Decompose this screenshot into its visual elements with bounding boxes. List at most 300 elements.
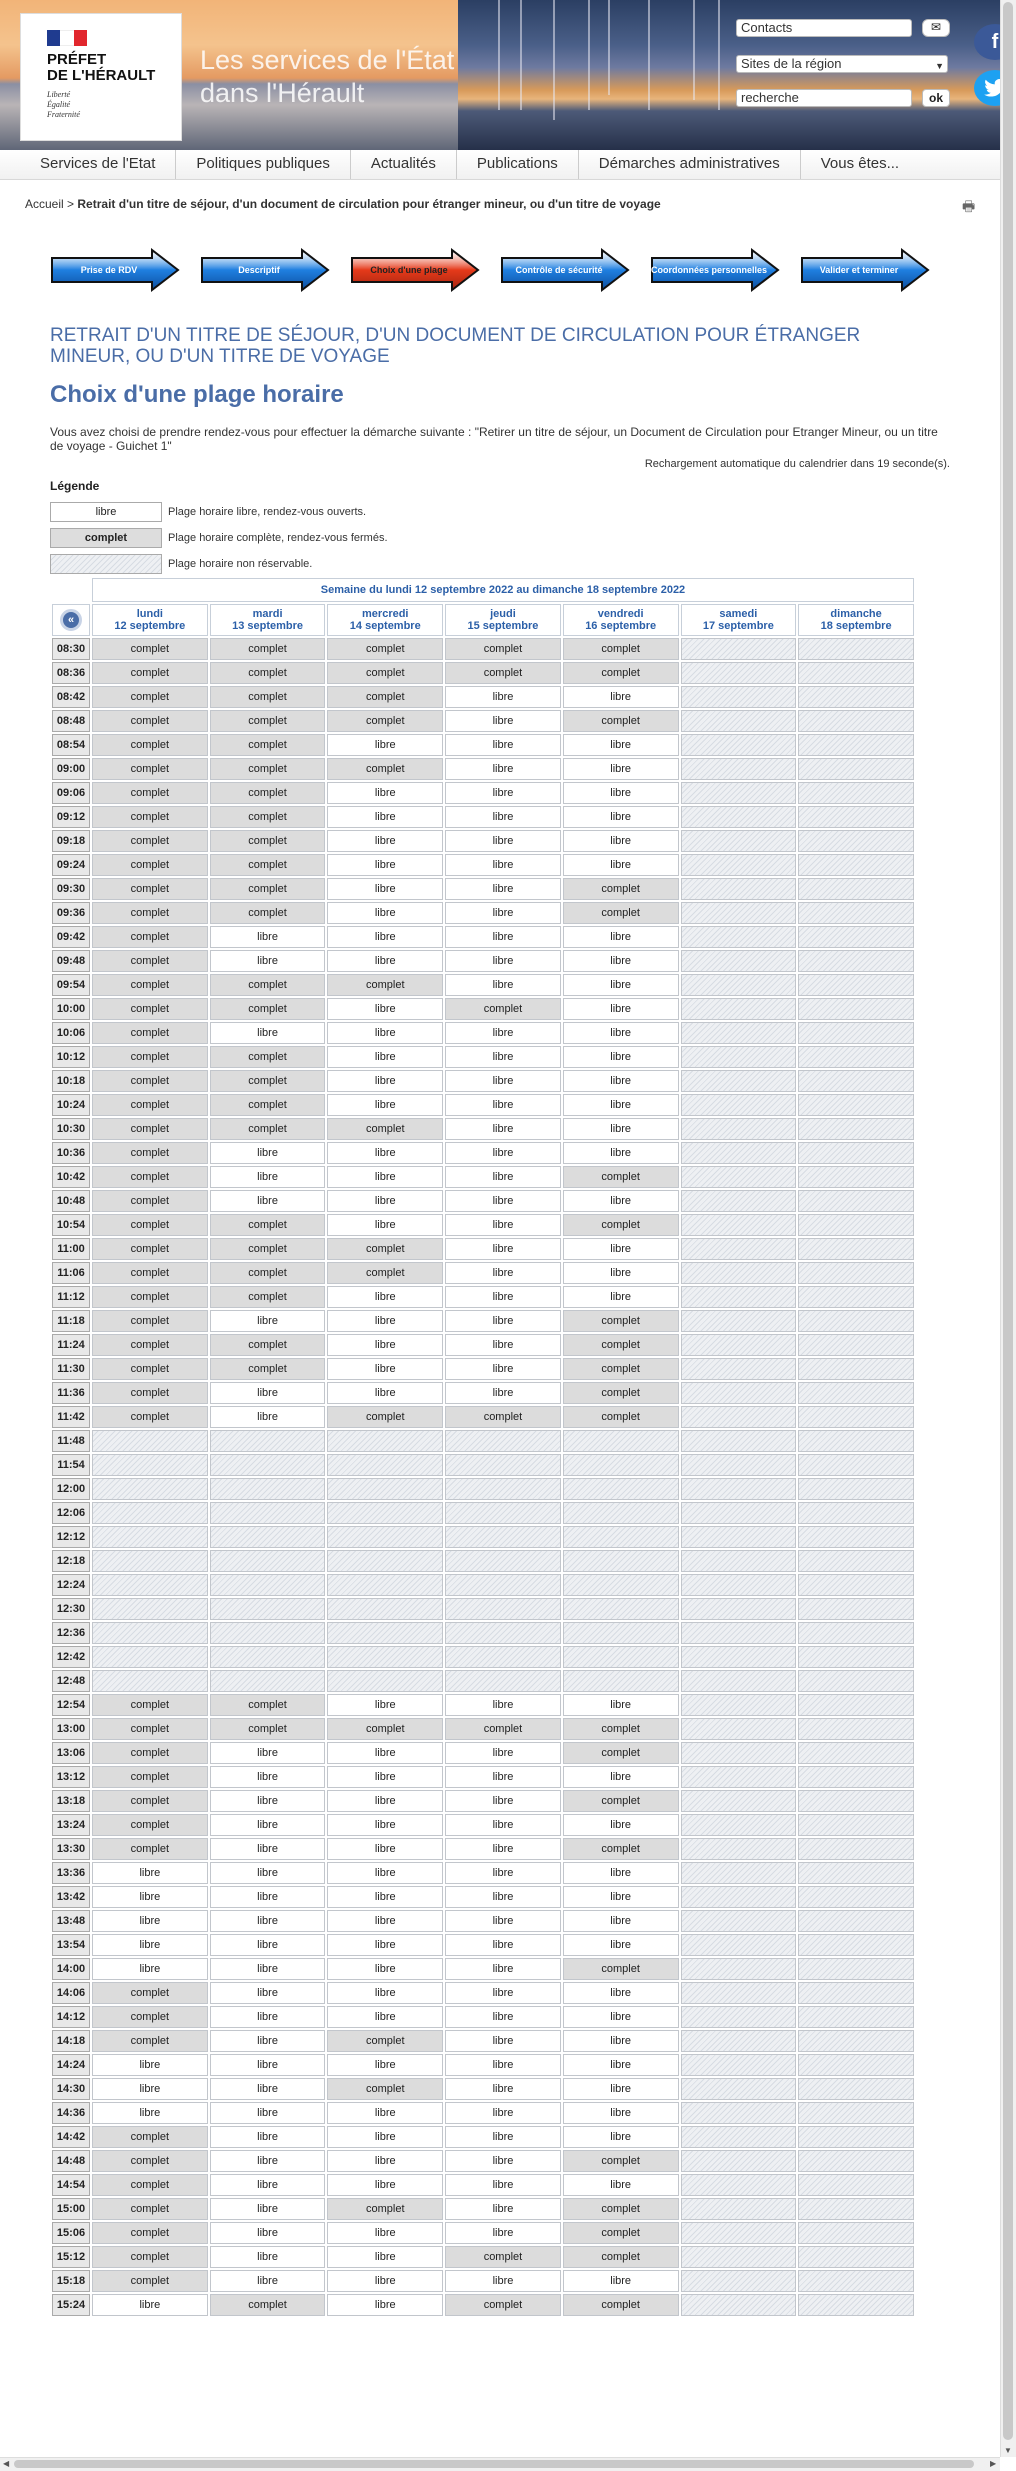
time-label: 11:30 (52, 1358, 90, 1380)
slot-full: complet (92, 806, 208, 828)
slot-unavailable (445, 1598, 561, 1620)
slot-unavailable (798, 1094, 914, 1116)
slot-free[interactable]: libre (92, 1886, 208, 1908)
french-flag-icon (47, 30, 87, 46)
time-row (52, 878, 914, 900)
slot-free[interactable]: libre (445, 1070, 561, 1092)
slot-free[interactable]: libre (327, 1286, 443, 1308)
slot-free[interactable]: libre (445, 926, 561, 948)
slot-full: complet (327, 1718, 443, 1740)
previous-week-icon[interactable]: « (60, 609, 82, 631)
time-row (52, 1238, 914, 1260)
slot-free[interactable]: libre (445, 950, 561, 972)
time-row (52, 1694, 914, 1716)
slot-free[interactable]: libre (563, 734, 679, 756)
slot-free[interactable]: libre (563, 1070, 679, 1092)
slot-full: complet (92, 1166, 208, 1188)
slot-free[interactable]: libre (563, 2126, 679, 2148)
slot-free[interactable]: libre (327, 1958, 443, 1980)
time-row (52, 1814, 914, 1836)
slot-unavailable (681, 1286, 797, 1308)
slot-free[interactable]: libre (445, 2174, 561, 2196)
day-name: mercredi (362, 608, 409, 620)
slot-free[interactable]: libre (445, 1862, 561, 1884)
slot-free[interactable]: libre (445, 1334, 561, 1356)
horizontal-scrollbar-thumb[interactable] (14, 2460, 974, 2468)
time-label: 10:24 (52, 1094, 90, 1116)
search-input[interactable]: recherche (736, 89, 912, 107)
slot-unavailable (681, 638, 797, 660)
slot-unavailable (798, 974, 914, 996)
slot-free[interactable]: libre (445, 734, 561, 756)
slot-free[interactable]: libre (210, 1838, 326, 1860)
slot-free[interactable]: libre (327, 2102, 443, 2124)
prefecture-logo[interactable] (20, 13, 182, 141)
slot-free[interactable]: libre (563, 2078, 679, 2100)
slot-unavailable (327, 1574, 443, 1596)
slot-free[interactable]: libre (210, 1406, 326, 1428)
slot-free[interactable]: libre (327, 1094, 443, 1116)
slot-free[interactable]: libre (327, 926, 443, 948)
slot-free[interactable]: libre (210, 2054, 326, 2076)
slot-free[interactable]: libre (210, 1958, 326, 1980)
slot-free[interactable]: libre (210, 1190, 326, 1212)
slot-free[interactable]: libre (327, 2174, 443, 2196)
time-row (52, 1142, 914, 1164)
slot-free[interactable]: libre (563, 1862, 679, 1884)
slot-full: complet (563, 1310, 679, 1332)
slot-free[interactable]: libre (210, 1022, 326, 1044)
slot-free[interactable]: libre (445, 1118, 561, 1140)
slot-free[interactable]: libre (563, 1238, 679, 1260)
slot-free[interactable]: libre (445, 1766, 561, 1788)
slot-free[interactable]: libre (563, 2102, 679, 2124)
slot-free[interactable]: libre (327, 830, 443, 852)
slot-free[interactable]: libre (445, 878, 561, 900)
slot-free[interactable]: libre (563, 1814, 679, 1836)
step-5[interactable] (650, 248, 780, 292)
slot-free[interactable]: libre (445, 2102, 561, 2124)
slot-full: complet (445, 638, 561, 660)
slot-free[interactable]: libre (327, 782, 443, 804)
slot-free[interactable]: libre (327, 2270, 443, 2292)
time-row (52, 1046, 914, 1068)
slot-unavailable (563, 1646, 679, 1668)
slot-free[interactable]: libre (327, 1046, 443, 1068)
time-row (52, 1334, 914, 1356)
slot-free[interactable]: libre (563, 2054, 679, 2076)
slot-free[interactable]: libre (563, 2030, 679, 2052)
time-label: 08:30 (52, 638, 90, 660)
slot-free[interactable]: libre (445, 1238, 561, 1260)
slot-free[interactable]: libre (327, 1862, 443, 1884)
step-1[interactable] (50, 248, 180, 292)
slot-free[interactable]: libre (563, 1910, 679, 1932)
slot-free[interactable]: libre (445, 1814, 561, 1836)
step-2[interactable] (200, 248, 330, 292)
slot-free[interactable]: libre (563, 854, 679, 876)
slot-free[interactable]: libre (445, 1286, 561, 1308)
slot-free[interactable]: libre (210, 1142, 326, 1164)
slot-full: complet (92, 926, 208, 948)
slot-unavailable (798, 1862, 914, 1884)
slot-free[interactable]: libre (563, 782, 679, 804)
time-label: 09:06 (52, 782, 90, 804)
slot-free[interactable]: libre (563, 974, 679, 996)
slot-full: complet (210, 734, 326, 756)
time-label: 12:54 (52, 1694, 90, 1716)
slot-free[interactable]: libre (327, 1694, 443, 1716)
slot-free[interactable]: libre (327, 854, 443, 876)
slot-free[interactable]: libre (563, 1286, 679, 1308)
vertical-scrollbar-thumb[interactable] (1003, 2, 1013, 2440)
calendar-week-label: Semaine du lundi 12 septembre 2022 au dimanche 18 septembre 2022 (92, 578, 914, 602)
slot-free[interactable]: libre (445, 806, 561, 828)
slot-free[interactable]: libre (210, 2126, 326, 2148)
slot-full: complet (92, 1334, 208, 1356)
slot-free[interactable]: libre (563, 686, 679, 708)
print-icon[interactable]: 🖶 (962, 198, 976, 214)
slot-free[interactable]: libre (563, 950, 679, 972)
slot-free[interactable]: libre (445, 1886, 561, 1908)
slot-free[interactable]: libre (445, 1694, 561, 1716)
time-row (52, 686, 914, 708)
slot-free[interactable]: libre (210, 2270, 326, 2292)
slot-free[interactable]: libre (563, 1886, 679, 1908)
slot-free[interactable]: libre (327, 1214, 443, 1236)
slot-free[interactable]: libre (445, 1262, 561, 1284)
slot-free[interactable]: libre (210, 1790, 326, 1812)
slot-unavailable (798, 734, 914, 756)
slot-free[interactable]: libre (92, 1862, 208, 1884)
step-label: Prise de RDV (80, 265, 138, 275)
time-row (52, 1190, 914, 1212)
slot-free[interactable]: libre (327, 1838, 443, 1860)
time-row (52, 1166, 914, 1188)
slot-unavailable (445, 1550, 561, 1572)
slot-full: complet (563, 1718, 679, 1740)
slot-free[interactable]: libre (445, 1358, 561, 1380)
slot-free[interactable]: libre (327, 878, 443, 900)
nav-publications[interactable]: Publications (457, 150, 579, 179)
slot-unavailable (681, 974, 797, 996)
slot-free[interactable]: libre (445, 1934, 561, 1956)
contacts-field[interactable]: Contacts (736, 19, 912, 37)
slot-free[interactable]: libre (327, 1814, 443, 1836)
slot-unavailable (681, 854, 797, 876)
slot-free[interactable]: libre (445, 2030, 561, 2052)
slot-full: complet (210, 686, 326, 708)
legend-full-swatch: complet (50, 528, 162, 548)
scroll-down-arrow[interactable]: ▼ (1004, 2446, 1012, 2455)
slot-free[interactable]: libre (445, 1046, 561, 1068)
slot-free[interactable]: libre (445, 854, 561, 876)
slot-full: complet (92, 1262, 208, 1284)
slot-free[interactable]: libre (327, 1190, 443, 1212)
slot-free[interactable]: libre (92, 2294, 208, 2316)
slot-unavailable (798, 1502, 914, 1524)
slot-free[interactable]: libre (563, 1766, 679, 1788)
scroll-right-arrow[interactable]: ▶ (990, 2459, 997, 2468)
slot-free[interactable]: libre (210, 1862, 326, 1884)
slot-unavailable (798, 1118, 914, 1140)
slot-free[interactable]: libre (445, 1382, 561, 1404)
slot-unavailable (798, 638, 914, 660)
slot-free[interactable]: libre (210, 2246, 326, 2268)
slot-free[interactable]: libre (327, 1070, 443, 1092)
sites-select[interactable] (736, 55, 948, 73)
slot-free[interactable]: libre (445, 830, 561, 852)
slot-free[interactable]: libre (327, 1142, 443, 1164)
slot-full: complet (563, 1742, 679, 1764)
slot-free[interactable]: libre (327, 2150, 443, 2172)
time-row (52, 1526, 914, 1548)
slot-free[interactable]: libre (445, 710, 561, 732)
slot-unavailable (798, 2150, 914, 2172)
facebook-icon[interactable]: f (974, 24, 1016, 60)
slot-free[interactable]: libre (210, 1382, 326, 1404)
legend-free-desc: Plage horaire libre, rendez-vous ouverts. (168, 506, 367, 518)
slot-free[interactable]: libre (327, 806, 443, 828)
slot-free[interactable]: libre (210, 1982, 326, 2004)
slot-free[interactable]: libre (327, 1358, 443, 1380)
slot-free[interactable]: libre (563, 1142, 679, 1164)
slot-unavailable (798, 662, 914, 684)
slot-free[interactable]: libre (327, 1886, 443, 1908)
slot-free[interactable]: libre (92, 1958, 208, 1980)
slot-free[interactable]: libre (327, 2054, 443, 2076)
nav-vous-etes[interactable]: Vous êtes... (820, 155, 900, 172)
slot-free[interactable]: libre (327, 2126, 443, 2148)
slot-unavailable (92, 1622, 208, 1644)
slot-free[interactable]: libre (210, 2150, 326, 2172)
nav-demarches[interactable]: Démarches administratives (579, 150, 801, 179)
mail-icon[interactable]: ✉ (922, 19, 950, 37)
slot-unavailable (681, 1310, 797, 1332)
slot-free[interactable]: libre (563, 1094, 679, 1116)
sites-select-value: Sites de la région (741, 56, 842, 71)
slot-free[interactable]: libre (563, 926, 679, 948)
slot-free[interactable]: libre (327, 2222, 443, 2244)
slot-free[interactable]: libre (445, 1958, 561, 1980)
slot-free[interactable]: libre (92, 1934, 208, 1956)
slot-free[interactable]: libre (327, 950, 443, 972)
slot-free[interactable]: libre (210, 1742, 326, 1764)
time-label: 10:36 (52, 1142, 90, 1164)
slot-free[interactable]: libre (327, 1382, 443, 1404)
slot-free[interactable]: libre (445, 1742, 561, 1764)
slot-free[interactable]: libre (327, 1310, 443, 1332)
slot-unavailable (681, 1526, 797, 1548)
slot-full: complet (445, 2294, 561, 2316)
slot-free[interactable]: libre (563, 2270, 679, 2292)
slot-full: complet (210, 1118, 326, 1140)
slot-free[interactable]: libre (445, 902, 561, 924)
nav-actualites[interactable]: Actualités (351, 150, 457, 179)
slot-unavailable (681, 782, 797, 804)
slot-free[interactable]: libre (445, 974, 561, 996)
slot-free[interactable]: libre (445, 1838, 561, 1860)
slot-free[interactable]: libre (445, 1790, 561, 1812)
slot-free[interactable]: libre (445, 2270, 561, 2292)
time-row (52, 1502, 914, 1524)
slot-free[interactable]: libre (445, 2126, 561, 2148)
slot-unavailable (445, 1646, 561, 1668)
slot-free[interactable]: libre (210, 2174, 326, 2196)
slot-free[interactable]: libre (210, 950, 326, 972)
slot-free[interactable]: libre (445, 1166, 561, 1188)
slot-free[interactable]: libre (210, 2006, 326, 2028)
step-6[interactable] (800, 248, 930, 292)
slot-unavailable (681, 1382, 797, 1404)
slot-unavailable (681, 2078, 797, 2100)
slot-free[interactable]: libre (327, 1766, 443, 1788)
slot-free[interactable]: libre (563, 2174, 679, 2196)
slot-full: complet (327, 1238, 443, 1260)
slot-free[interactable]: libre (563, 758, 679, 780)
slot-free[interactable]: libre (210, 1886, 326, 1908)
slot-free[interactable]: libre (210, 1766, 326, 1788)
slot-unavailable (445, 1430, 561, 1452)
slot-unavailable (798, 1214, 914, 1236)
slot-free[interactable]: libre (327, 2294, 443, 2316)
slot-free[interactable]: libre (445, 1310, 561, 1332)
slot-free[interactable]: libre (563, 1022, 679, 1044)
slot-free[interactable]: libre (445, 686, 561, 708)
slot-free[interactable]: libre (327, 902, 443, 924)
slot-free[interactable]: libre (563, 830, 679, 852)
slot-free[interactable]: libre (563, 1190, 679, 1212)
breadcrumb-home[interactable]: Accueil (25, 197, 64, 211)
day-name: jeudi (490, 608, 516, 620)
slot-free[interactable]: libre (210, 1934, 326, 1956)
step-4[interactable] (500, 248, 630, 292)
slot-free[interactable]: libre (445, 1142, 561, 1164)
slot-free[interactable]: libre (445, 2006, 561, 2028)
slot-unavailable (681, 806, 797, 828)
slot-full: complet (210, 1214, 326, 1236)
slot-free[interactable]: libre (563, 1262, 679, 1284)
slot-full: complet (210, 1286, 326, 1308)
slot-full: complet (92, 1358, 208, 1380)
slot-free[interactable]: libre (445, 1982, 561, 2004)
slot-unavailable (798, 1958, 914, 1980)
slot-free[interactable]: libre (210, 1166, 326, 1188)
slot-free[interactable]: libre (445, 2078, 561, 2100)
slot-free[interactable]: libre (445, 1910, 561, 1932)
slot-free[interactable]: libre (445, 2222, 561, 2244)
slot-unavailable (681, 878, 797, 900)
time-row (52, 1718, 914, 1740)
slot-free[interactable]: libre (445, 758, 561, 780)
time-row (52, 1262, 914, 1284)
slot-free[interactable]: libre (210, 926, 326, 948)
slot-free[interactable]: libre (327, 998, 443, 1020)
nav-services[interactable]: Services de l'Etat (20, 150, 176, 179)
slot-free[interactable]: libre (327, 2006, 443, 2028)
legend-full-desc: Plage horaire complète, rendez-vous fermés. (168, 532, 388, 544)
slot-unavailable (798, 1934, 914, 1956)
day-date: 18 septembre (820, 620, 892, 632)
slot-free[interactable]: libre (327, 1982, 443, 2004)
slot-free[interactable]: libre (445, 782, 561, 804)
slot-free[interactable]: libre (327, 1742, 443, 1764)
slot-free[interactable]: libre (327, 734, 443, 756)
slot-free[interactable]: libre (210, 2030, 326, 2052)
slot-unavailable (563, 1598, 679, 1620)
slot-free[interactable]: libre (210, 2102, 326, 2124)
time-row (52, 2246, 914, 2268)
time-label: 09:54 (52, 974, 90, 996)
search-ok-button[interactable]: ok (922, 89, 950, 107)
slot-free[interactable]: libre (445, 1094, 561, 1116)
slot-unavailable (681, 1214, 797, 1236)
slot-free[interactable]: libre (210, 1814, 326, 1836)
scroll-left-arrow[interactable]: ◀ (3, 2459, 10, 2468)
nav-politiques[interactable]: Politiques publiques (176, 150, 350, 179)
slot-free[interactable]: libre (210, 2078, 326, 2100)
slot-unavailable (681, 1838, 797, 1860)
time-label: 13:00 (52, 1718, 90, 1740)
time-row (52, 734, 914, 756)
slot-full: complet (210, 1718, 326, 1740)
slot-free[interactable]: libre (92, 1910, 208, 1932)
slot-free[interactable]: libre (210, 2222, 326, 2244)
slot-free[interactable]: libre (327, 1934, 443, 1956)
slot-unavailable (681, 1046, 797, 1068)
slot-free[interactable]: libre (445, 2150, 561, 2172)
slot-free[interactable]: libre (445, 1190, 561, 1212)
slot-unavailable (681, 1670, 797, 1692)
slot-free[interactable]: libre (563, 998, 679, 1020)
slot-unavailable (798, 1406, 914, 1428)
slot-free[interactable]: libre (210, 2198, 326, 2220)
slot-free[interactable]: libre (327, 1790, 443, 1812)
slot-full: complet (210, 1334, 326, 1356)
slot-free[interactable]: libre (210, 1910, 326, 1932)
slot-free[interactable]: libre (445, 1214, 561, 1236)
slot-free[interactable]: libre (445, 1022, 561, 1044)
step-label: Contrôle de sécurité (515, 265, 603, 275)
slot-free[interactable]: libre (327, 1910, 443, 1932)
slot-free[interactable]: libre (210, 1310, 326, 1332)
slot-free[interactable]: libre (327, 2246, 443, 2268)
slot-free[interactable]: libre (92, 2054, 208, 2076)
time-row (52, 1982, 914, 2004)
time-label: 09:24 (52, 854, 90, 876)
slot-unavailable (681, 1934, 797, 1956)
slot-free[interactable]: libre (92, 2102, 208, 2124)
slot-free[interactable]: libre (327, 1166, 443, 1188)
slot-free[interactable]: libre (563, 2006, 679, 2028)
time-label: 14:54 (52, 2174, 90, 2196)
slot-free[interactable]: libre (445, 2198, 561, 2220)
slot-free[interactable]: libre (563, 1046, 679, 1068)
time-label: 14:06 (52, 1982, 90, 2004)
slot-free[interactable]: libre (445, 2054, 561, 2076)
slot-free[interactable]: libre (327, 1334, 443, 1356)
slot-full: complet (210, 1094, 326, 1116)
slot-free[interactable]: libre (563, 806, 679, 828)
slot-free[interactable]: libre (327, 1022, 443, 1044)
slot-free[interactable]: libre (563, 1694, 679, 1716)
slot-free[interactable]: libre (563, 1934, 679, 1956)
time-label: 10:00 (52, 998, 90, 1020)
slot-free[interactable]: libre (563, 1118, 679, 1140)
slot-free[interactable]: libre (563, 1982, 679, 2004)
slot-free[interactable]: libre (92, 2078, 208, 2100)
breadcrumb-separator: > (67, 197, 75, 211)
